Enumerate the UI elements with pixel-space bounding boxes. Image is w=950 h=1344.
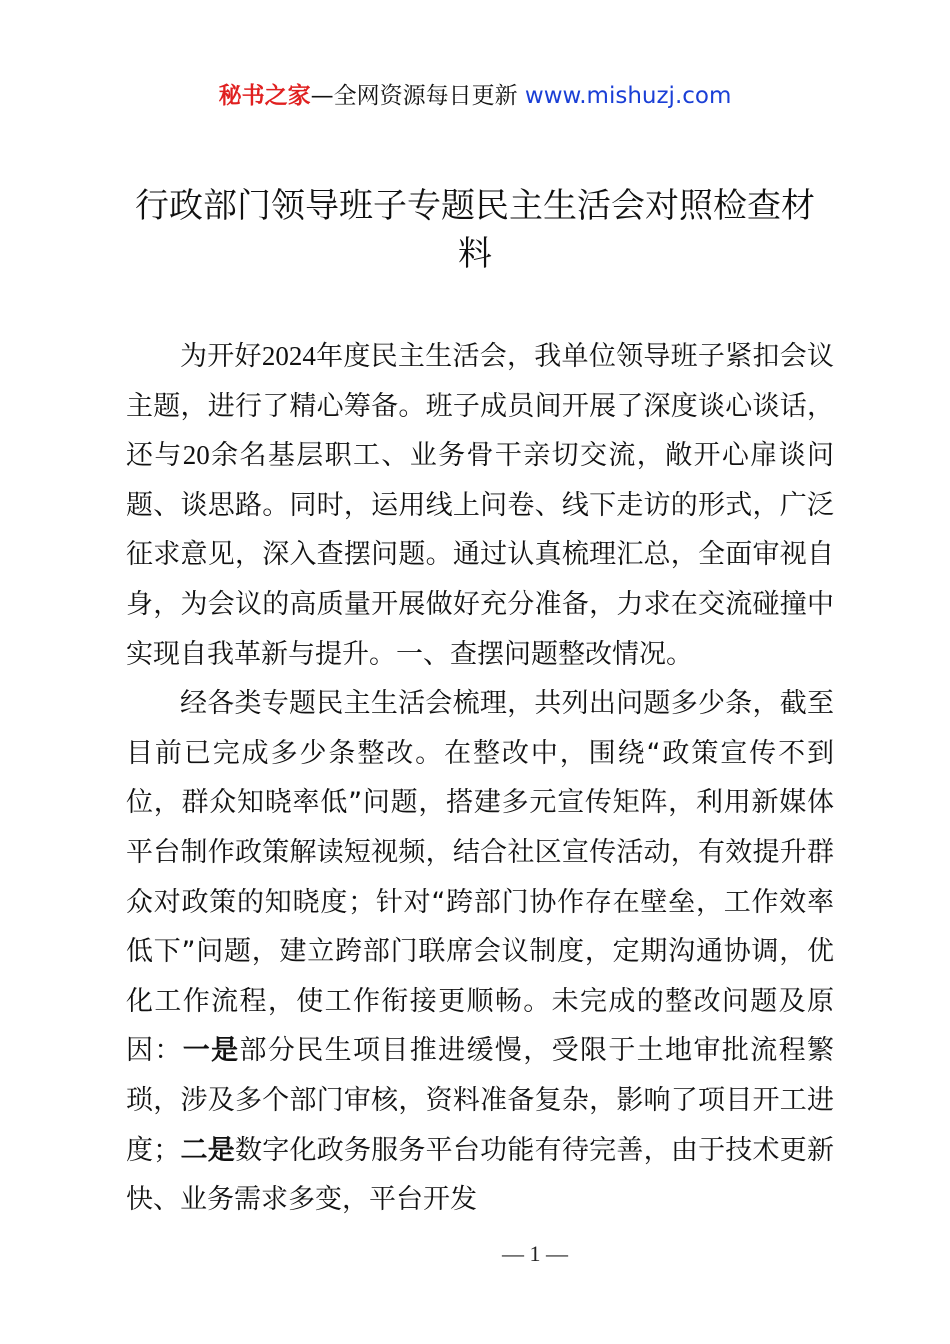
site-header [0,80,950,112]
site-brand: 秘书之家 [218,83,311,109]
bold-marker-first: 一是 [182,1035,240,1067]
paragraph-text: 部分民生项目推进缓慢，受限于土地审批流程繁琐，涉及多个部门审核，资料准备复杂，影响了项目开工进度； [126,1035,834,1166]
paragraph-text: 经各类专题民主生活会梳理，共列出问题多少条，截至目前已完成多少条整改。在整改中，围绕“政策宣传不到位，群众知晓率低”问题，搭建多元宣传矩阵，利用新媒体平台制作政策解读短视频，结合社区宣传活动，有效提升群众对政策的知晓度；针对“跨部门协作存在壁垒，工作效率低下”问题，建立跨部门联席会议制度，定期沟通协调，优化工作流程，使工作衔接更顺畅。未完成的整改问题及原因： [126,688,834,1067]
page-number: — 1 — [502,1241,568,1266]
paragraph-text: 年度民主生活会，我单位领导班子紧扣会议主题，进行了精心筹备。班子成员间开展了深度谈心谈话，还与 [126,341,835,472]
paragraph-text: 余名基层职工、业务骨干亲切交流，敞开心扉谈问题、谈思路。同时，运用线上问卷、线下走访的形式，广泛征求意见，深入查摆问题。通过认真梳理汇总，全面审视自身，为会议的高质量开展做好充分准备，力求在交流碰撞中实现自我革新与提升。一、查摆问题整改情况。 [126,440,834,670]
site-tagline: —全网资源每日更新 [310,83,518,109]
count-number: 20 [182,440,210,471]
paragraph-rectification [126,679,834,1225]
document-body [126,332,834,1225]
paragraph-text: 数字化政务服务平台功能有待完善，由于技术更新快、业务需求多变，平台开发 [126,1134,835,1216]
bold-marker-second: 二是 [180,1134,235,1166]
document-title: 行政部门领导班子专题民主生活会对照检查材料 [135,186,815,274]
site-url-link[interactable]: www.mishuzj.com [524,83,732,109]
paragraph-text: 为开好 [180,341,262,372]
paragraph-intro [126,332,834,679]
year-number: 2024 [261,341,316,371]
